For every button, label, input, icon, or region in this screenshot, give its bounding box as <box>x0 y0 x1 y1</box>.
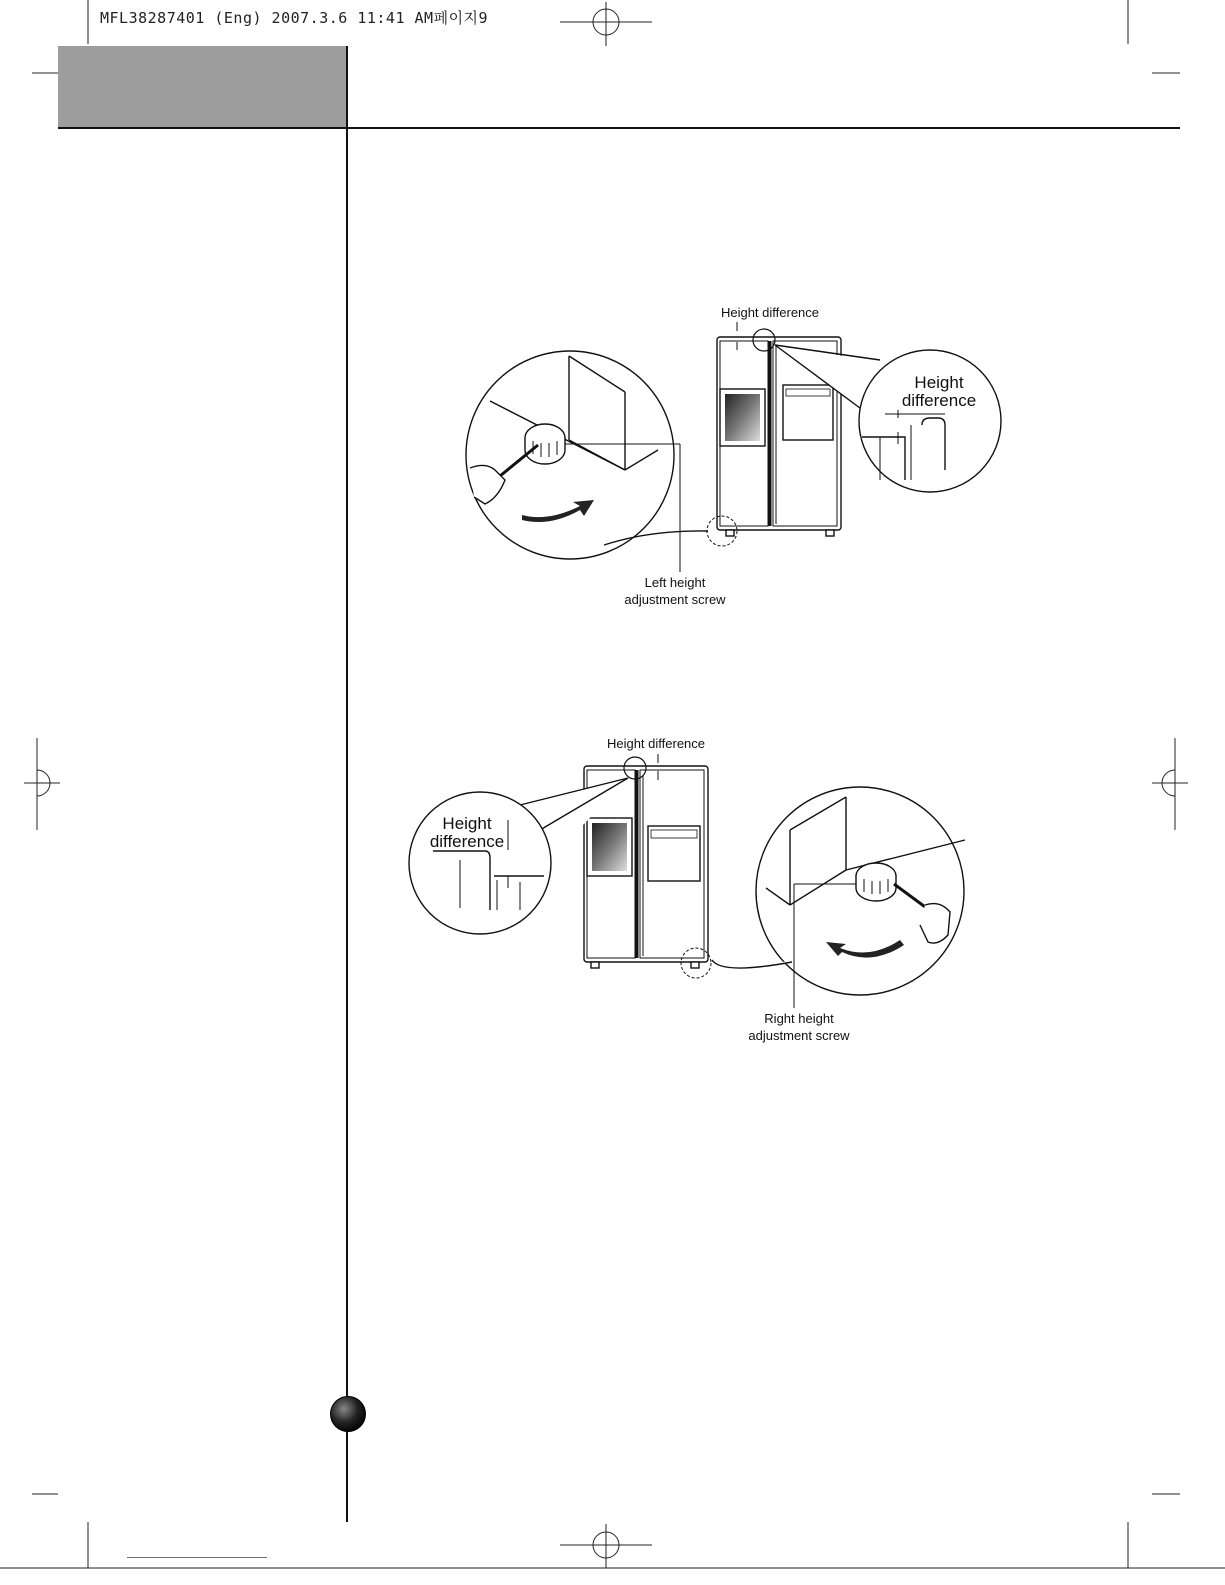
footer-link-underline <box>127 1557 267 1558</box>
print-header-text: MFL38287401 (Eng) 2007.3.6 11:41 AM페이지9 <box>100 9 489 27</box>
page-number-badge <box>330 1396 366 1432</box>
registration-mark-left <box>24 738 60 830</box>
height-difference-zoom-label-bottom: Height difference <box>429 814 505 851</box>
height-difference-label-top: Height difference <box>720 305 820 320</box>
zoom-bubble-top-left <box>466 351 708 572</box>
right-screw-label-line2: adjustment screw <box>748 1028 850 1043</box>
registration-mark-right <box>1152 738 1188 830</box>
right-screw-label-line1: Right height <box>764 1011 834 1026</box>
height-difference-label-bottom: Height difference <box>606 736 706 751</box>
registration-mark-top <box>560 2 652 46</box>
zoom-bubble-bottom-right <box>712 787 965 1008</box>
left-screw-label-line2: adjustment screw <box>624 592 726 607</box>
registration-mark-bottom <box>560 1524 652 1568</box>
left-screw-label-line1: Left height <box>644 575 706 590</box>
height-difference-zoom-label-top: Height difference <box>901 373 977 410</box>
